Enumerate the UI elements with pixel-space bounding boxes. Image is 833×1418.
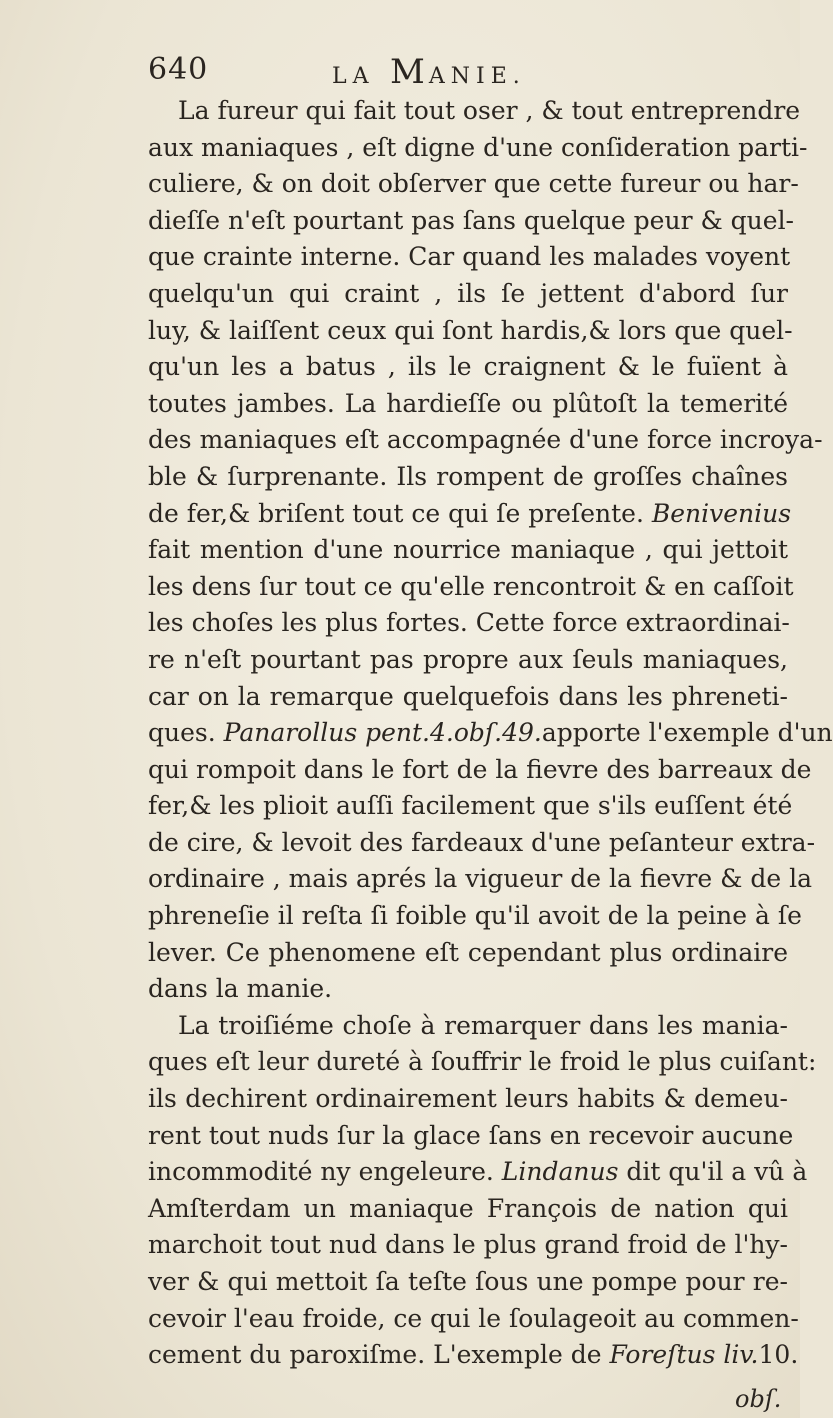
text-line: ques. Panarollus pent.4.obſ.49.apporte l'exemple d'un <box>148 718 833 748</box>
text-line: que crainte interne. Car quand les malades voyent <box>148 242 791 272</box>
text-line: dieſſe n'eſt pourtant pas ſans quelque peur & quel- <box>148 205 795 235</box>
text-line: fait mention d'une nourrice maniaque , qui jettoit <box>148 535 788 565</box>
text-line: cement du paroxiſme. L'exemple de Foreſtus liv.10. <box>148 1340 799 1370</box>
text-line: re n'eſt pourtant pas propre aux ſeuls maniaques, <box>148 644 788 674</box>
text-line: les dens ſur tout ce qu'elle rencontroit & en caſſoit <box>148 571 794 601</box>
text-line: ble & ſurprenante. Ils rompent de groſſes chaînes <box>148 461 788 491</box>
text-line: dans la manie. <box>148 974 333 1004</box>
text-line: culiere, & on doit obſerver que cette fureur ou har- <box>148 169 799 199</box>
text-line: qu'un les a batus , ils le craignent & le fuïent à <box>148 352 788 382</box>
text-line: des maniaques eſt accompagnée d'une force incroya- <box>148 425 823 455</box>
running-title <box>332 52 526 92</box>
running-title-rest: ANIE. <box>428 64 526 89</box>
text-line: ordinaire , mais aprés la vigueur de la fievre & de la <box>148 864 812 894</box>
text-line: La fureur qui fait tout oser , & tout entreprendre <box>178 96 801 125</box>
text-line: rent tout nuds ſur la glace ſans en recevoir aucune <box>148 1120 794 1150</box>
text-line: aux maniaques , eſt digne d'une conſideration parti- <box>148 132 808 162</box>
text-line: quelqu'un qui craint , ils ſe jettent d'abord ſur <box>148 278 788 308</box>
text-line: marchoit tout nud dans le plus grand froid de l'hy- <box>148 1230 788 1260</box>
text-line: qui rompoit dans le fort de la fievre des barreaux de <box>148 754 812 784</box>
author-citation: Lindanus <box>501 1157 619 1187</box>
author-citation: Foreſtus liv. <box>609 1340 759 1370</box>
running-title-prefix: LA <box>332 64 375 89</box>
text-line: incommodité ny engeleure. Lindanus dit qu'il a vû à <box>148 1157 808 1187</box>
text-line: les choſes les plus fortes. Cette force extraordinai- <box>148 608 790 638</box>
text-line: phreneſie il reſta ſi foible qu'il avoit de la peine à ſe <box>148 901 802 931</box>
text-line: ques eſt leur dureté à ſouffrir le froid le plus cuiſant: <box>148 1047 817 1077</box>
text-line: car on la remarque quelquefois dans les phreneti- <box>148 681 788 711</box>
body-text <box>148 93 833 1374</box>
text-line: luy, & laiſſent ceux qui ſont hardis,& lors que quel- <box>148 315 793 345</box>
author-citation: Benivenius <box>651 498 792 528</box>
page-header <box>148 52 688 92</box>
catchword: obſ. <box>735 1385 782 1413</box>
page-number: 640 <box>148 52 209 87</box>
text-line: ver & qui mettoit ſa teſte ſous une pompe pour re- <box>148 1267 788 1296</box>
text-line: La troiſiéme choſe à remarquer dans les mania- <box>178 1010 788 1040</box>
text-line: de cire, & levoit des fardeaux d'une peſanteur extra- <box>148 827 816 857</box>
text-line: toutes jambes. La hardieſſe ou plûtoſt la temerité <box>148 388 788 418</box>
running-title-initial: M <box>390 52 429 92</box>
text-line: de fer,& briſent tout ce qui ſe preſente. Benivenius <box>148 498 792 528</box>
text-line: Amſterdam un maniaque François de nation qui <box>148 1193 788 1223</box>
text-line: cevoir l'eau froide, ce qui le ſoulageoit au commen- <box>148 1303 799 1333</box>
text-line: fer,& les plioit auſſi facilement que s'ils euſſent été <box>148 791 793 821</box>
text-line: lever. Ce phenomene eſt cependant plus ordinaire <box>148 937 788 967</box>
author-citation: Panarollus pent.4.obſ.49. <box>223 718 542 748</box>
text-line: ils dechirent ordinairement leurs habits & demeu- <box>148 1084 788 1114</box>
